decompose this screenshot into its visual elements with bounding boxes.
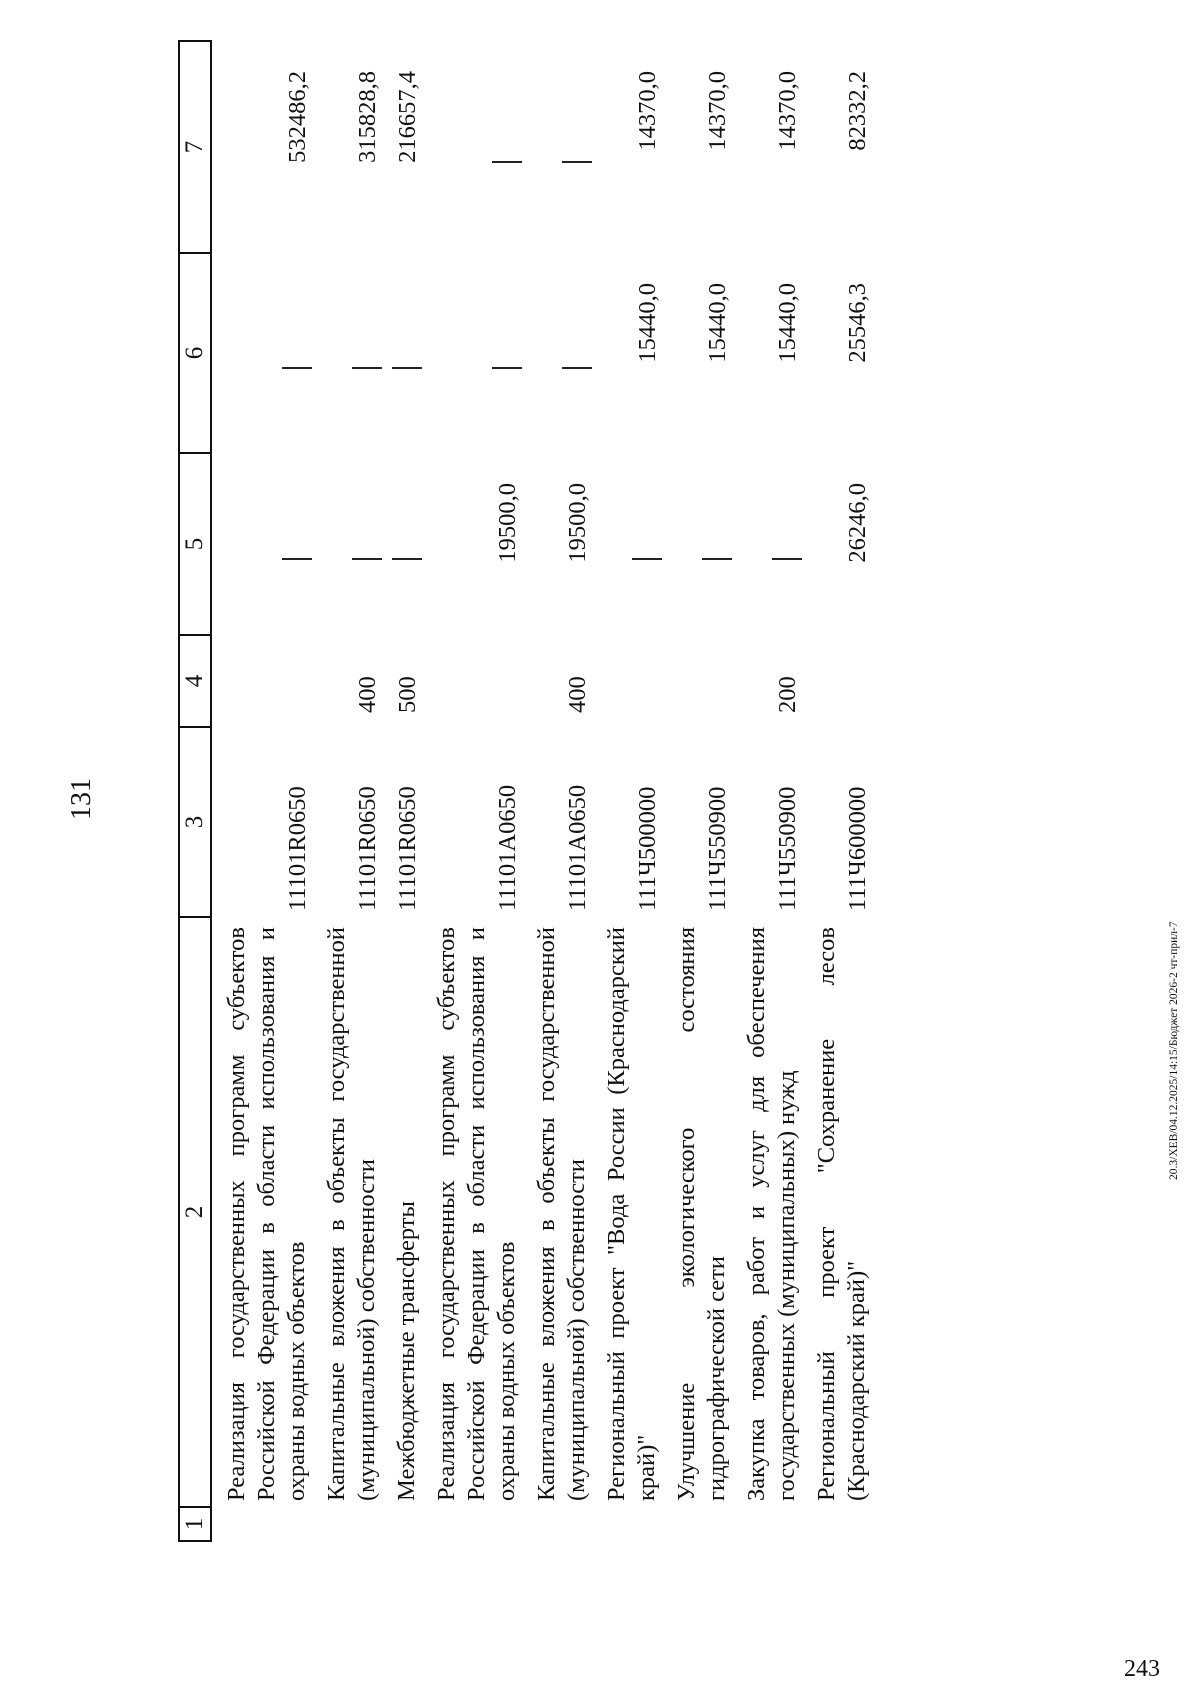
row-index-cell (802, 1507, 872, 1541)
header-cell: 7 (179, 41, 211, 253)
row-col5 (732, 453, 802, 635)
row-col6: 15440,0 (704, 283, 732, 363)
row-code: 111Ч600000 (844, 786, 872, 911)
row-col5: 19500,0 (564, 483, 592, 563)
row-kvr: 200 (774, 676, 802, 713)
table-row (211, 41, 312, 1541)
row-col6 (211, 253, 312, 453)
header-row (179, 41, 211, 1541)
row-index-cell (732, 1507, 802, 1541)
row-kvr (422, 635, 522, 727)
row-kvr (592, 635, 662, 727)
row-index-cell (312, 1507, 382, 1541)
row-index-cell (211, 1507, 312, 1541)
table-row (662, 41, 732, 1541)
row-col7 (522, 41, 592, 253)
dash-mark (352, 558, 382, 560)
header-cell: 2 (179, 917, 211, 1507)
row-col6 (312, 253, 382, 453)
row-col6 (522, 253, 592, 453)
budget-table (178, 40, 872, 1542)
row-col7: 532486,2 (284, 71, 311, 163)
dash-mark (282, 367, 312, 369)
rotated-table-frame (178, 42, 1138, 1542)
dash-mark (492, 367, 522, 369)
row-code: 11101А0650 (494, 784, 522, 911)
dash-mark (632, 558, 662, 560)
table-row (802, 41, 872, 1541)
row-col5: 26246,0 (844, 483, 872, 563)
row-description: Реализация государственных программ субъектов Российской Федерации в области использования и охраны водных объектов (223, 927, 310, 1501)
row-kvr: 500 (394, 676, 422, 713)
table-row (312, 41, 382, 1541)
row-code: 11101R0650 (354, 786, 381, 911)
row-col7: 14370,0 (704, 71, 732, 151)
dash-mark (282, 558, 312, 560)
sheet-number: 243 (1124, 1656, 1160, 1682)
table-body (211, 41, 872, 1541)
row-description: Улучшение экологического состояния гидрографической сети (673, 927, 731, 1501)
row-col6 (382, 253, 422, 453)
row-description: Реализация государственных программ субъектов Российской Федерации в области использования и охраны водных объектов (433, 927, 521, 1501)
row-col7: 216657,4 (394, 71, 422, 163)
footer-code: 20.3/ХЕВ/04.12.2025/14:15/Бюджет 2026-2 чт-прил-7 (1168, 921, 1180, 1180)
table-row (422, 41, 522, 1541)
row-code: 11101R0650 (284, 786, 311, 911)
row-code: 111Ч550900 (704, 786, 732, 911)
row-col7: 315828,8 (354, 71, 381, 163)
row-kvr: 400 (354, 676, 381, 713)
row-col7: 14370,0 (774, 71, 802, 151)
table-row (382, 41, 422, 1541)
row-col5 (662, 453, 732, 635)
row-code: 11101R0650 (394, 786, 422, 911)
row-code: 111Ч500000 (634, 786, 662, 911)
row-col6: 25546,3 (844, 283, 872, 363)
row-col6: 15440,0 (634, 283, 662, 363)
row-kvr: 400 (564, 676, 592, 713)
row-description: Межбюджетные трансферты (393, 1201, 420, 1501)
table-row (592, 41, 662, 1541)
row-kvr (662, 635, 732, 727)
dash-mark (772, 558, 802, 560)
row-kvr (802, 635, 872, 727)
row-description: Капитальные вложения в объекты государственной (муниципальной) собственности (533, 927, 591, 1501)
row-col6 (422, 253, 522, 453)
row-index-cell (382, 1507, 422, 1541)
table-row (522, 41, 592, 1541)
dash-mark (392, 367, 422, 369)
row-description: Закупка товаров, работ и услуг для обеспечения государственных (муниципальных) нужд (743, 927, 801, 1501)
row-description: Капитальные вложения в объекты государственной (муниципальной) собственности (323, 927, 380, 1501)
row-col7 (422, 41, 522, 253)
dash-mark (392, 558, 422, 560)
row-index-cell (522, 1507, 592, 1541)
row-col7: 82332,2 (844, 71, 872, 151)
row-description: Региональный проект "Сохранение лесов (Краснодарский край)" (813, 927, 871, 1501)
header-cell: 6 (179, 253, 211, 453)
row-index-cell (422, 1507, 522, 1541)
table-row (732, 41, 802, 1541)
header-cell: 5 (179, 453, 211, 635)
dash-mark (352, 367, 382, 369)
row-index-cell (662, 1507, 732, 1541)
header-cell: 4 (179, 635, 211, 727)
dash-mark (492, 161, 522, 163)
row-col5 (211, 453, 312, 635)
dash-mark (562, 367, 592, 369)
header-cell: 3 (179, 727, 211, 917)
header-cell: 1 (179, 1507, 211, 1541)
row-kvr (211, 635, 312, 727)
row-col5 (312, 453, 382, 635)
row-col5 (382, 453, 422, 635)
dash-mark (702, 558, 732, 560)
row-index-cell (592, 1507, 662, 1541)
row-code: 111Ч550900 (774, 786, 802, 911)
page-number: 131 (66, 778, 97, 820)
row-code: 11101А0650 (564, 784, 592, 911)
row-col5 (592, 453, 662, 635)
row-col6: 15440,0 (774, 283, 802, 363)
row-description: Региональный проект "Вода России (Краснодарский край)" (603, 927, 661, 1501)
dash-mark (562, 161, 592, 163)
row-col5: 19500,0 (494, 483, 522, 563)
row-col7: 14370,0 (634, 71, 662, 151)
